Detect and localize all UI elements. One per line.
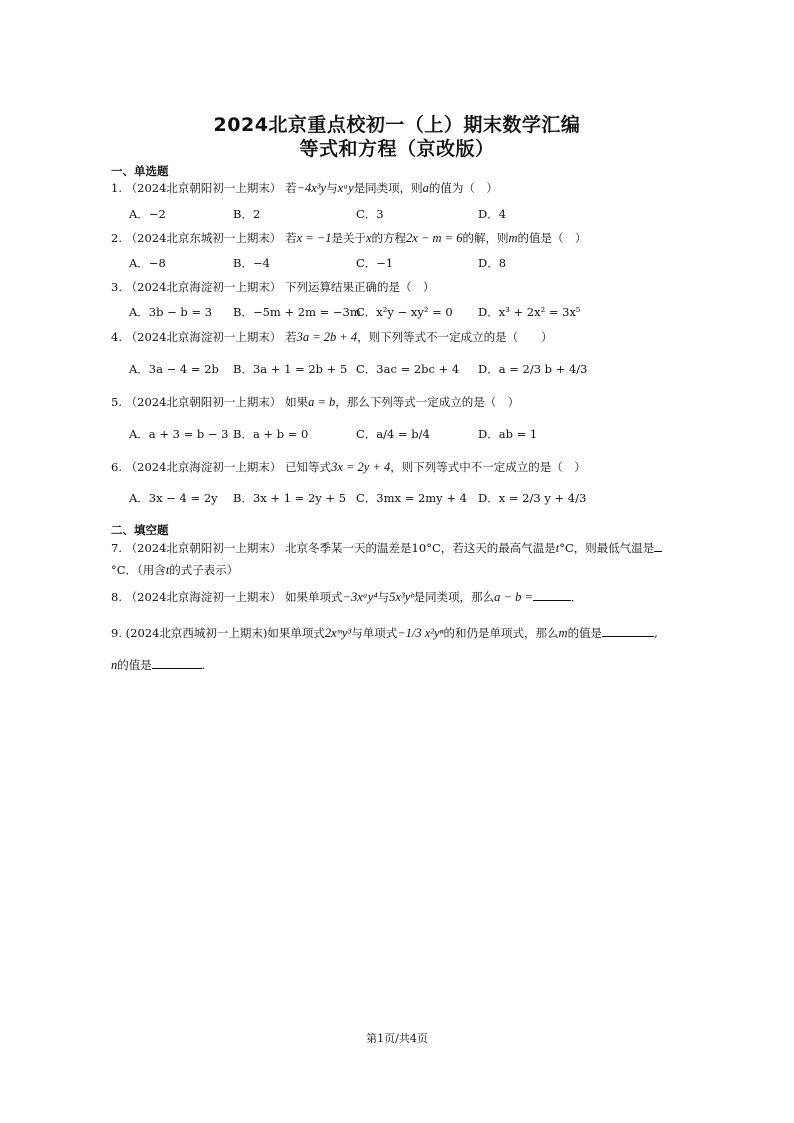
question-text: 与单项式 bbox=[351, 626, 398, 640]
option-a: A．−2 bbox=[129, 207, 166, 221]
question-text: 如果单项式 bbox=[285, 590, 343, 604]
question-7-continued bbox=[111, 562, 238, 578]
option-c: C．3mx = 2my + 4 bbox=[356, 491, 467, 505]
question-number: 6. bbox=[111, 460, 122, 474]
answer-blank[interactable] bbox=[152, 656, 202, 669]
option-b: B．3x + 1 = 2y + 5 bbox=[233, 491, 347, 505]
option-c: C．3ac = 2bc + 4 bbox=[356, 362, 460, 376]
section-heading-fill-in: 二、填空题 bbox=[111, 523, 169, 537]
question-6 bbox=[111, 459, 586, 475]
question-text: 如果单项式 bbox=[267, 626, 325, 640]
question-source: （2024北京朝阳初一上期末） bbox=[125, 181, 282, 195]
math-variable: t bbox=[555, 541, 560, 555]
question-text: 若 bbox=[285, 231, 297, 245]
option-b: B．−4 bbox=[233, 256, 270, 270]
question-text: . bbox=[201, 658, 206, 672]
question-text: ，则下列等式不一定成立的是（ ） bbox=[357, 330, 553, 344]
question-number: 2. bbox=[111, 231, 122, 245]
question-text: 北京冬季某一天的温差是10°C，若这天的最高气温是 bbox=[285, 541, 556, 555]
question-number: 3. bbox=[111, 280, 122, 294]
question-7 bbox=[111, 539, 662, 556]
page-subtitle: 等式和方程（京改版） bbox=[299, 138, 495, 160]
question-text: 的式子表示） bbox=[169, 563, 239, 577]
question-text: 与 bbox=[377, 590, 390, 604]
question-number: 1. bbox=[111, 181, 122, 195]
question-9-continued bbox=[111, 656, 205, 673]
option-a: A．3b − b = 3 bbox=[129, 305, 213, 319]
question-2 bbox=[111, 230, 587, 246]
question-text: 的值是 bbox=[567, 626, 603, 640]
question-source: （2024北京海淀初一上期末） bbox=[125, 330, 282, 344]
option-b: B．3a + 1 = 2b + 5 bbox=[233, 362, 348, 376]
option-a: A．a + 3 = b − 3 bbox=[129, 427, 229, 441]
question-text: 的方程 bbox=[371, 231, 407, 245]
page-footer: 第1页/共4页 bbox=[366, 1032, 428, 1045]
question-9: 9. (2024北京西城初一上期末)如果单项式2xᵐy³与单项式−1/3 x²yⁿ的和仍是单项式，那么m的值是 , bbox=[111, 626, 658, 640]
math-expression: x = −1 bbox=[296, 231, 332, 245]
option-b: B．2 bbox=[233, 207, 261, 221]
question-text: 下列运算结果正确的是（ ） bbox=[285, 280, 435, 294]
question-text: 的值为（ ） bbox=[428, 181, 498, 195]
question-text: 与 bbox=[326, 181, 338, 195]
question-number: 9. bbox=[111, 626, 122, 640]
question-source: （2024北京海淀初一上期末） bbox=[125, 590, 282, 604]
math-expression: 2x − m = 6 bbox=[406, 231, 463, 245]
option-c: C．x²y − xy² = 0 bbox=[356, 305, 453, 319]
option-d: D．x = 2/3 y + 4/3 bbox=[478, 491, 587, 505]
question-text: 如果 bbox=[285, 395, 309, 409]
question-source: （2024北京海淀初一上期末） bbox=[125, 280, 282, 294]
option-b: B．a + b = 0 bbox=[233, 427, 309, 441]
question-source: （2024北京朝阳初一上期末） bbox=[125, 395, 282, 409]
option-a: A．−8 bbox=[129, 256, 166, 270]
math-expression: 5x³yᵇ bbox=[389, 590, 414, 604]
question-text: ，那么下列等式一定成立的是（ ） bbox=[335, 395, 520, 409]
question-source: （2024北京东城初一上期末） bbox=[125, 231, 282, 245]
question-text: 是同类项，则 bbox=[353, 181, 423, 195]
math-expression: 3a = 2b + 4 bbox=[296, 330, 358, 344]
option-d: D．8 bbox=[478, 256, 507, 270]
question-text: 的解，则 bbox=[462, 231, 509, 245]
math-variable: m bbox=[558, 626, 568, 640]
question-1 bbox=[111, 180, 498, 196]
option-d: D．4 bbox=[478, 207, 507, 221]
math-expression: −4x³y bbox=[296, 181, 327, 195]
question-source: （2024北京朝阳初一上期末） bbox=[125, 541, 282, 555]
question-text: 是同类项，那么 bbox=[413, 590, 495, 604]
question-4 bbox=[111, 329, 553, 345]
question-number: 4. bbox=[111, 330, 122, 344]
option-a: A．3x − 4 = 2y bbox=[129, 491, 218, 505]
question-5 bbox=[111, 394, 519, 410]
question-source: (2024北京西城初一上期末) bbox=[125, 626, 268, 640]
question-3 bbox=[111, 279, 435, 295]
question-text: 若 bbox=[285, 181, 297, 195]
page-title: 2024北京重点校初一（上）期末数学汇编 bbox=[213, 114, 581, 136]
answer-blank[interactable] bbox=[602, 624, 654, 637]
math-variable: n bbox=[111, 658, 118, 672]
answer-blank[interactable] bbox=[533, 588, 571, 601]
question-text: 的值是（ ） bbox=[517, 231, 587, 245]
math-expression: −3xᵃy⁴ bbox=[342, 590, 378, 604]
option-c: C．a/4 = b/4 bbox=[356, 427, 430, 441]
question-number: 8. bbox=[111, 590, 122, 604]
math-variable: a bbox=[422, 181, 429, 195]
math-expression: 2xᵐy³ bbox=[324, 626, 352, 640]
question-text: 若 bbox=[285, 330, 297, 344]
option-d: D．x³ + 2x² = 3x⁵ bbox=[478, 305, 581, 319]
math-expression: 3x = 2y + 4 bbox=[331, 460, 391, 474]
math-expression: a − b = bbox=[494, 590, 533, 604]
option-d: D．a = 2/3 b + 4/3 bbox=[478, 362, 588, 376]
question-text: 的和仍是单项式，那么 bbox=[443, 626, 559, 640]
question-number: 5. bbox=[111, 395, 122, 409]
math-variable: m bbox=[508, 231, 518, 245]
question-text: °C．（用含 bbox=[111, 563, 166, 577]
question-text: 已知等式 bbox=[285, 460, 332, 474]
option-b: B．−5m + 2m = −3m bbox=[233, 305, 361, 319]
math-expression: a = b bbox=[308, 395, 336, 409]
question-source: （2024北京海淀初一上期末） bbox=[125, 460, 282, 474]
option-d: D．ab = 1 bbox=[478, 427, 538, 441]
math-variable: t bbox=[165, 563, 170, 577]
question-text: 是关于 bbox=[331, 231, 366, 245]
option-c: C．3 bbox=[356, 207, 384, 221]
option-a: A．3a − 4 = 2b bbox=[129, 362, 219, 376]
question-text: 的值是 bbox=[117, 658, 152, 672]
math-expression: −1/3 x²yⁿ bbox=[397, 626, 444, 640]
answer-blank[interactable] bbox=[654, 539, 662, 552]
section-heading-single-choice: 一、单选题 bbox=[111, 164, 169, 178]
question-number: 7. bbox=[111, 541, 122, 555]
option-c: C．−1 bbox=[356, 256, 394, 270]
question-8 bbox=[111, 588, 582, 605]
question-text: ，则下列等式中不一定成立的是（ ） bbox=[390, 460, 586, 474]
question-text: ． bbox=[570, 590, 583, 604]
math-variable: x bbox=[365, 231, 372, 245]
question-text: °C，则最低气温是 bbox=[559, 541, 655, 555]
math-expression: xᵃy bbox=[337, 181, 354, 195]
